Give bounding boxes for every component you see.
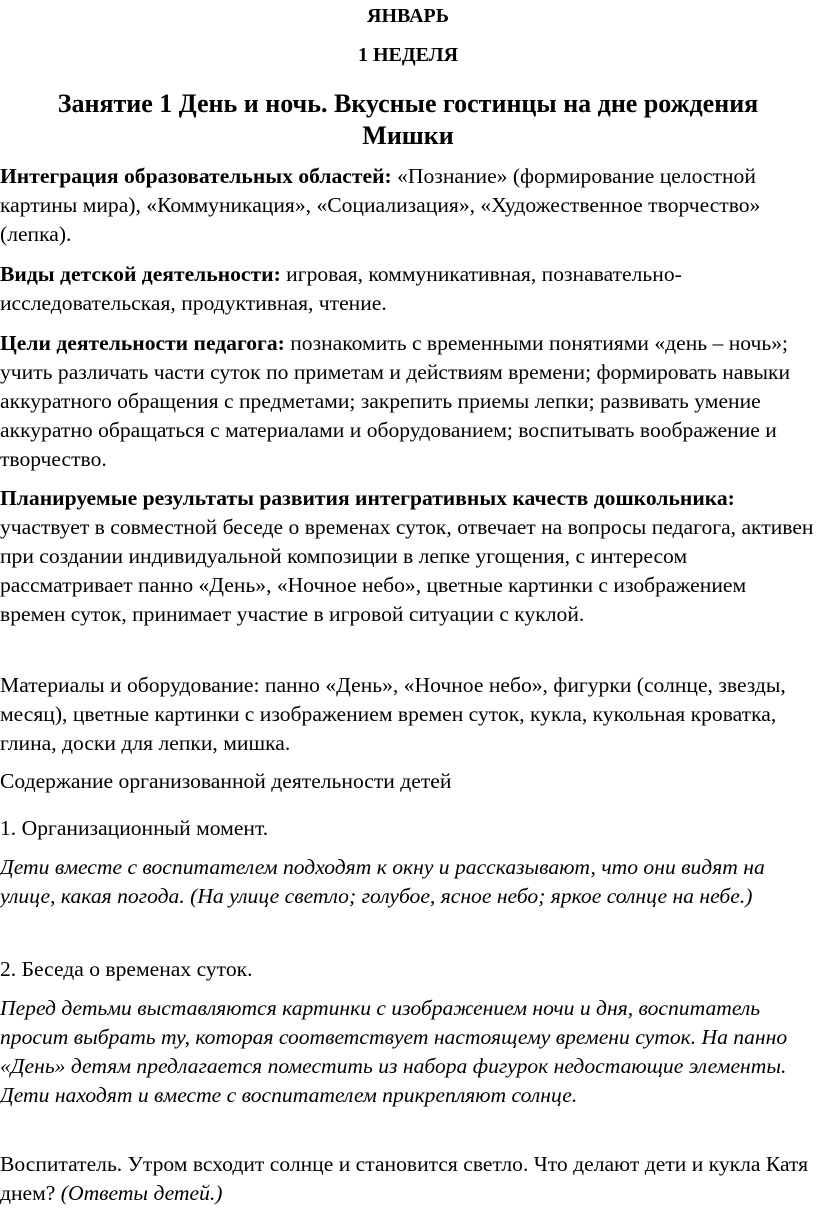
integration-text: «Познание» (формирование целостной картины мира), «Коммуникация», «Социализация», «Художественное творчество» (лепка). — [0, 164, 761, 246]
teacher-line-text: Воспитатель. Утром всходит солнце и становится светло. Что делают дети и кукла Катя днем? — [0, 1152, 809, 1205]
activities-paragraph — [0, 260, 814, 318]
week-heading: 1 НЕДЕЛЯ — [357, 44, 459, 66]
step2-title: 2. Беседа о временах суток. — [0, 957, 253, 981]
activities-label: Виды детской деятельности: — [0, 262, 281, 286]
integration-paragraph — [0, 162, 814, 249]
step1-title: 1. Организационный момент. — [0, 816, 269, 840]
content-heading: Содержание организованной деятельности детей — [0, 769, 452, 793]
goals-text: познакомить с временными понятиями «день – ночь»; учить различать части суток по приметам и действиям времени; формировать навыки аккуратного обращения с предметами; закрепить приемы лепки; развивать умение аккуратно обращаться с материалами и оборудованием; воспитывать воображение и творчество. — [0, 331, 791, 471]
goals-paragraph — [0, 329, 814, 474]
step1-text: Дети вместе с воспитателем подходят к окну и рассказывают, что они видят на улице, какая погода. (На улице светло; голубое, ясное небо; яркое солнце на небе.) — [0, 855, 765, 908]
activities-text: игровая, коммуникативная, познавательно-исследовательская, продуктивная, чтение. — [0, 262, 682, 315]
teacher-line-answer: (Ответы детей.) — [60, 1181, 223, 1205]
results-paragraph — [0, 484, 814, 629]
lesson-title: Занятие 1 День и ночь. Вкусные гостинцы на дне рождения Мишки — [57, 89, 759, 150]
results-text: участвует в совместной беседе о временах суток, отвечает на вопросы педагога, активен при создании индивидуальной композиции в лепке угощения, с интересом рассматривает панно «День», «Ночное небо», цветные картинки с изображением времен суток, принимает участие в игровой ситуации с куклой. — [0, 515, 814, 626]
step2-text: Перед детьми выставляются картинки с изображением ночи и дня, воспитатель просит выбрать ту, которая соответствует настоящему времени суток. На панно «День» детям предлагается поместить из набора фигурок недостающие элементы. Дети находят и вместе с воспитателем прикрепляют солнце. — [0, 996, 788, 1107]
integration-label: Интеграция образовательных областей: — [0, 164, 392, 188]
teacher-line — [0, 1150, 814, 1208]
results-label: Планируемые результаты развития интегративных качеств дошкольника: — [0, 486, 735, 510]
month-heading: ЯНВАРЬ — [367, 5, 449, 27]
goals-label: Цели деятельности педагога: — [0, 331, 285, 355]
materials-paragraph: Материалы и оборудование: панно «День», «Ночное небо», фигурки (солнце, звезды, месяц), цветные картинки с изображением времен суток, кукла, кукольная кроватка, глина, доски для лепки, мишка. — [0, 673, 786, 755]
